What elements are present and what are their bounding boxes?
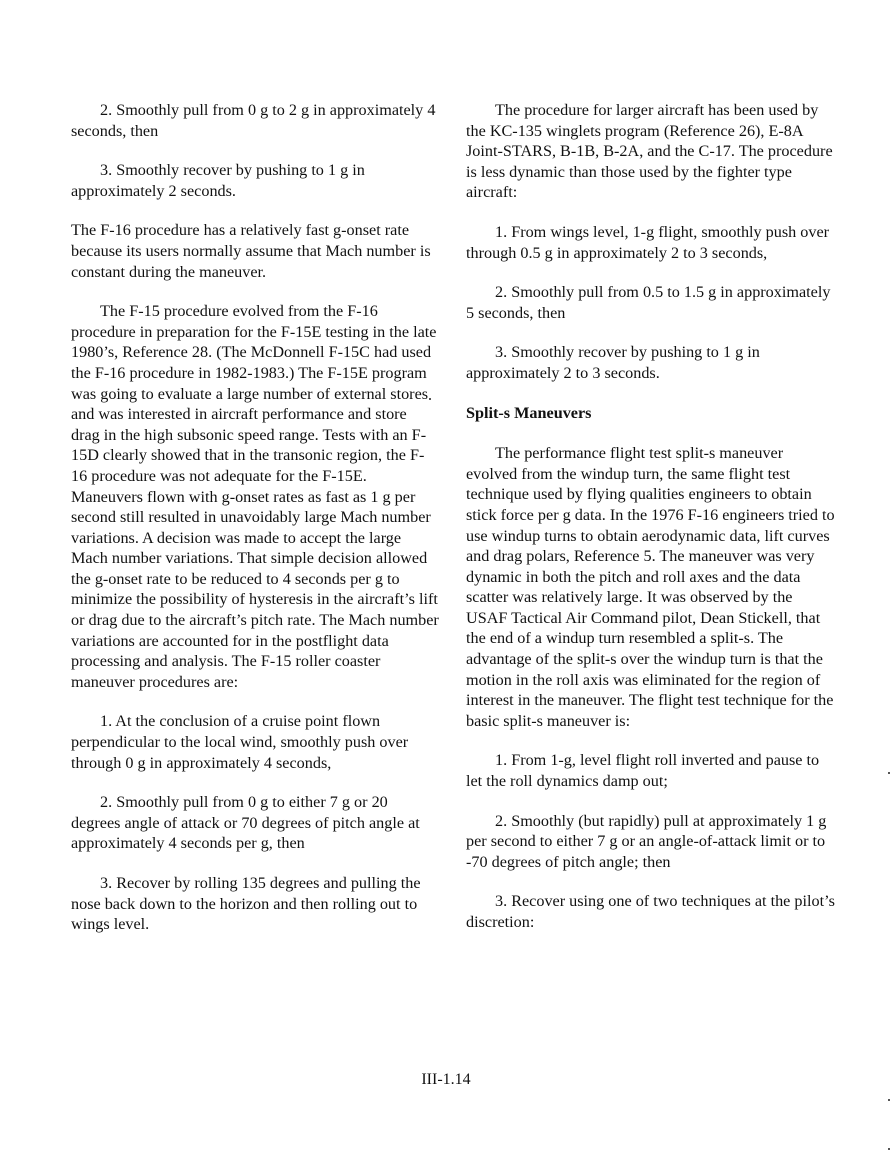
page-number: III-1.14 bbox=[421, 1071, 471, 1088]
list-item: 3. Smoothly recover by pushing to 1 g in approximately 2 seconds. bbox=[71, 161, 365, 200]
list-item: 3. Recover by rolling 135 degrees and pulling the nose back down to the horizon and then rolling out to wings level. bbox=[71, 874, 421, 934]
scan-speck bbox=[888, 1099, 890, 1101]
list-item: 1. From 1-g, level flight roll inverted and pause to let the roll dynamics damp out; bbox=[466, 751, 820, 791]
scan-speck bbox=[429, 398, 431, 400]
list-item: 1. At the conclusion of a cruise point flown perpendicular to the local wind, smoothly push over through 0 g in approximately 4 seconds, bbox=[71, 712, 409, 772]
list-item: 2. Smoothly (but rapidly) pull at approximately 1 g per second to either 7 g or an angle-of-attack limit or to -70 degrees of pitch angle; then bbox=[466, 811, 827, 871]
scan-speck bbox=[888, 1148, 890, 1150]
section-heading: Split-s Maneuvers bbox=[466, 403, 592, 422]
body-paragraph: The performance flight test split-s maneuver evolved from the windup turn, the same flight test technique used by flying qualities engineers to obtain stick force per g data. In the 1976 F-16 engineers tried to use windup turns to obtain aerodynamic data, lift curves and drag polars, Reference 5. The maneuver was very dynamic in both the pitch and roll axes and the data scatter was relatively large. It was observed by the USAF Tactical Air Command pilot, Dean Stickell, that the end of a windup turn resembled a split-s. The advantage of the split-s over the windup turn is that the motion in the roll axis was eliminated for the region of interest in the maneuver. The flight test technique for the basic split-s maneuver is: bbox=[466, 444, 835, 730]
list-item: 2. Smoothly pull from 0 g to 2 g in approximately 4 seconds, then bbox=[71, 101, 436, 140]
list-item: 2. Smoothly pull from 0 g to either 7 g or 20 degrees angle of attack or 70 degrees of pitch angle at approximately 4 seconds per g, then bbox=[71, 793, 420, 853]
list-item: 1. From wings level, 1-g flight, smoothly push over through 0.5 g in approximately 2 to 3 seconds, bbox=[466, 222, 830, 262]
left-column bbox=[71, 100, 439, 954]
list-item: 3. Smoothly recover by pushing to 1 g in approximately 2 to 3 seconds. bbox=[466, 343, 760, 382]
scan-speck bbox=[888, 772, 890, 774]
list-item: 2. Smoothly pull from 0.5 to 1.5 g in approximately 5 seconds, then bbox=[466, 283, 831, 322]
body-paragraph: The F-16 procedure has a relatively fast g-onset rate because its users normally assume that Mach number is constant during the maneuver. bbox=[71, 221, 431, 281]
list-item: 3. Recover using one of two techniques at the pilot’s discretion: bbox=[466, 892, 835, 931]
body-paragraph: The procedure for larger aircraft has been used by the KC-135 winglets program (Reference 26), E-8A Joint-STARS, B-1B, B-2A, and the C-17. The procedure is less dynamic than those used by the fighter type aircraft: bbox=[466, 101, 833, 202]
body-paragraph: The F-15 procedure evolved from the F-16 procedure in preparation for the F-15E testing in the late 1980’s, Reference 28. (The McDonnell F-15C had used the F-16 procedure in 1982-1983.) The F-15E program was going to evaluate a large number of external stores and was interested in aircraft performance and store drag in the high subsonic speed range. Tests with an F-15D clearly showed that in the transonic region, the F-16 procedure was not adequate for the F-15E. Maneuvers flown with g-onset rates as fast as 1 g per second still resulted in unavoidably large Mach number variations. A decision was made to accept the large Mach number variations. That simple decision allowed the g-onset rate to be reduced to 4 seconds per g to minimize the possibility of hysteresis in the aircraft’s lift or drag due to the aircraft’s pitch rate. The Mach number variations are accounted for in the postflight data processing and analysis. The F-15 roller coaster maneuver procedures are: bbox=[71, 302, 439, 691]
right-column bbox=[466, 100, 836, 952]
